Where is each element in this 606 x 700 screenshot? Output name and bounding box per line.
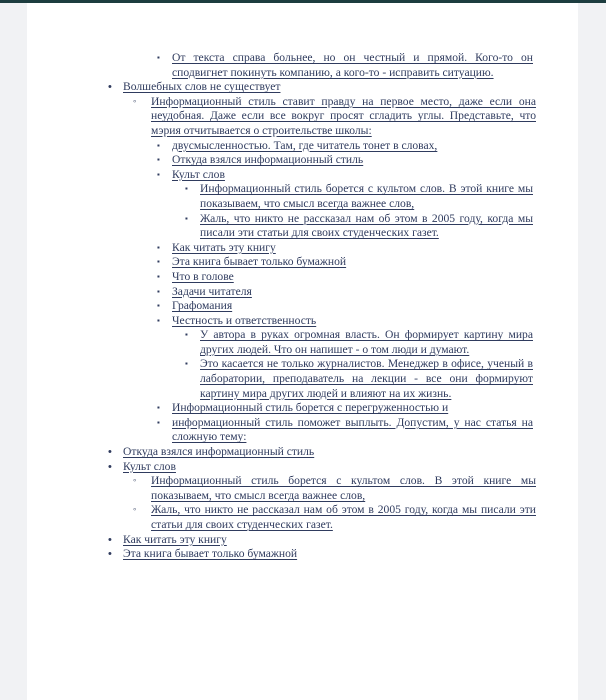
outline-item-text: Как читать эту книгу: [172, 240, 276, 254]
bullet-marker-icon: ▪: [185, 359, 188, 369]
outline-item-text: Информационный стиль борется с культом слов. В этой книге мы показываем, что смысл всегда важнее слов,: [200, 182, 533, 210]
outline-item-text: Информационный стиль борется с культом слов. В этой книге мы показываем, что смысл всегда важнее слов,: [151, 474, 536, 502]
outline-item-level-4: [185, 357, 533, 401]
outline-item-text: У автора в руках огромная власть. Он формирует картину мира других людей. Что он напишет - о том люди и думают.: [200, 328, 533, 356]
outline-item-text: Графомания: [172, 299, 233, 313]
outline-item-text: Задачи читателя: [172, 284, 252, 298]
bullet-marker-icon: ▪: [157, 242, 160, 252]
bullet-marker-icon: ▪: [157, 169, 160, 179]
outline-item-level-3: [157, 416, 533, 445]
bullet-marker-icon: ▪: [157, 403, 160, 413]
bullet-marker-icon: •: [108, 533, 112, 546]
outline-item-text: Жаль, что никто не рассказал нам об этом в 2005 году, когда мы писали эти статьи для своих студенческих газет.: [200, 211, 533, 240]
bullet-marker-icon: ▪: [157, 286, 160, 296]
bullet-marker-icon: ◦: [133, 475, 137, 487]
outline-item-text: Культ слов: [123, 459, 176, 473]
outline-item-level-4: [185, 212, 533, 241]
outline-item-text: Эта книга бывает только бумажной: [123, 547, 298, 561]
bullet-marker-icon: ▪: [157, 315, 160, 325]
outline-item-level-1: [108, 460, 533, 475]
outline-item-text: Информационный стиль борется с перегруженностью и: [172, 401, 449, 415]
bullet-marker-icon: ◦: [133, 504, 137, 516]
bullet-marker-icon: ◦: [133, 95, 137, 107]
bullet-marker-icon: ▪: [157, 53, 160, 62]
outline-item-text: От текста справа больнее, но он честный и прямой. Кого-то он сподвигнет покинуть компанию, а кого-то - исправить ситуацию.: [172, 51, 533, 79]
bullet-marker-icon: ▪: [157, 140, 160, 150]
outline-item-level-3: [157, 314, 533, 329]
outline-item-level-1: [108, 533, 533, 548]
outline-item-text: Информационный стиль ставит правду на первое место, даже если она неудобная. Даже если все вокруг просят сгладить углы. Представьте, что мэрия отчитывается о строительстве школы:: [151, 94, 536, 137]
top-edge-rule: [0, 0, 606, 3]
outline-item-text: Что в голове: [172, 269, 234, 283]
bullet-marker-icon: •: [108, 446, 112, 459]
outline-item-level-1: [108, 80, 533, 95]
outline-item-level-1: [108, 445, 533, 460]
bullet-marker-icon: •: [108, 548, 112, 561]
outline-item-level-3: [157, 139, 533, 154]
outline-item-text: Честность и ответственность: [172, 313, 317, 327]
outline-item-level-3: [157, 401, 533, 416]
outline-item-level-2: [133, 95, 536, 139]
outline-item-level-3: [157, 153, 533, 168]
outline-item-level-2: [133, 474, 536, 503]
bullet-marker-icon: ▪: [157, 155, 160, 165]
outline-item-text: Жаль, что никто не рассказал нам об этом в 2005 году, когда мы писали эти статьи для своих студенческих газет.: [151, 503, 536, 531]
outline-item-level-3: [157, 241, 533, 256]
outline-item-text: Эта книга бывает только бумажной: [172, 255, 347, 269]
outline-item-text: Откуда взялся информационный стиль: [123, 445, 315, 459]
outline-item-level-3: [157, 255, 533, 270]
bullet-marker-icon: ▪: [157, 257, 160, 267]
outline-item-level-3: [157, 168, 533, 183]
outline-item-text: Как читать эту книгу: [123, 532, 227, 546]
outline-item-level-3: [157, 285, 533, 300]
bullet-marker-icon: ▪: [185, 213, 188, 223]
bullet-marker-icon: ▪: [185, 330, 188, 340]
outline-item-level-4: [185, 328, 533, 357]
outline-item-level-3: [157, 270, 533, 285]
outline-item-text: двусмысленностью. Там, где читатель тонет в словах,: [172, 138, 438, 152]
outline-item-level-2: [133, 503, 536, 532]
bullet-marker-icon: ▪: [157, 271, 160, 281]
bullet-marker-icon: ▪: [157, 417, 160, 427]
bullet-marker-icon: •: [108, 81, 112, 94]
outline-item-level-3: [157, 299, 533, 314]
outline-item-level-4: [185, 182, 533, 211]
outline-item-level-1: [108, 547, 533, 562]
outline-item-text: Волшебных слов не существует: [123, 80, 281, 94]
outline-item-text: Откуда взялся информационный стиль: [172, 153, 364, 167]
outline-item-text: Культ слов: [172, 167, 225, 181]
bullet-marker-icon: ▪: [185, 184, 188, 194]
outline-list: [27, 3, 578, 562]
outline-item-text: информационный стиль поможет выплыть. Допустим, у нас статья на сложную тему:: [172, 415, 533, 444]
bullet-marker-icon: ▪: [157, 301, 160, 311]
bullet-marker-icon: •: [108, 460, 112, 473]
outline-item-level-3: [157, 51, 533, 80]
document-page-sheet: [27, 3, 578, 700]
outline-item-text: Это касается не только журналистов. Менеджер в офисе, ученый в лаборатории, преподаватель на лекции - все они формируют картину мира других людей и влияют на их жизнь.: [200, 357, 533, 400]
